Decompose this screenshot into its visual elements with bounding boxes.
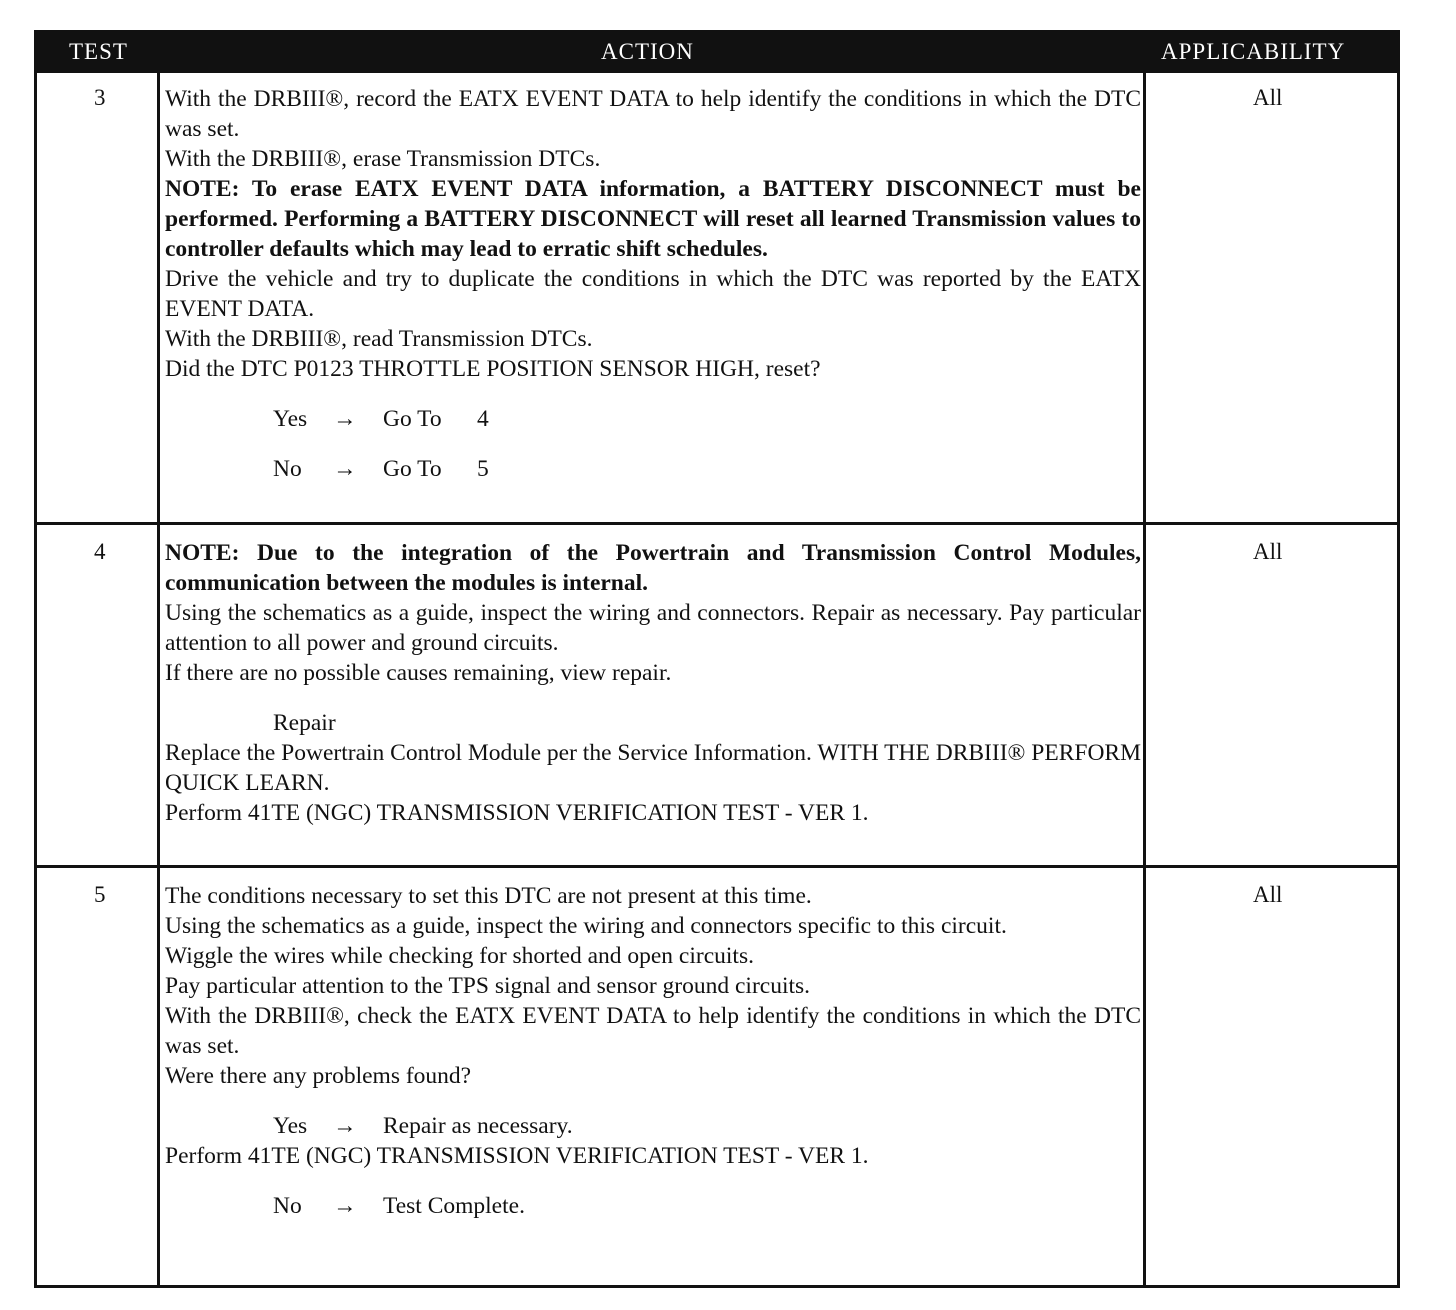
action-line: If there are no possible causes remaining, view repair. (165, 660, 672, 686)
action-line: Pay particular attention to the TPS signal and sensor ground circuits. (165, 973, 811, 999)
no-branch (165, 1191, 1141, 1221)
go-to-target: 4 (477, 406, 489, 432)
arrow-right-icon: → (333, 406, 357, 432)
applicability-value: All (1253, 85, 1283, 110)
test-number: 3 (94, 85, 106, 110)
test-number: 4 (94, 539, 106, 564)
diagnostic-test-table (34, 30, 1400, 1288)
action-line: Using the schematics as a guide, inspect the wiring and connectors specific to this circuit. (165, 913, 1007, 939)
action-line: With the DRBIII®, erase Transmission DTCs. (165, 146, 601, 172)
action-question: Did the DTC P0123 THROTTLE POSITION SENSOR HIGH, reset? (165, 356, 821, 382)
go-to-label: Go To (383, 406, 442, 432)
action-line: With the DRBIII®, read Transmission DTCs. (165, 326, 593, 352)
go-to-target: 5 (477, 456, 489, 482)
arrow-right-icon: → (333, 456, 357, 482)
row-divider-2 (37, 865, 1397, 868)
arrow-right-icon: → (333, 1193, 357, 1219)
yes-label: Yes (273, 406, 308, 432)
arrow-right-icon: → (333, 1113, 357, 1139)
applicability-value: All (1253, 539, 1283, 564)
action-cell (165, 84, 1141, 484)
action-line: Wiggle the wires while checking for shorted and open circuits. (165, 943, 754, 969)
applicability-value: All (1253, 882, 1283, 907)
action-note: NOTE: To erase EATX EVENT DATA information, a BATTERY DISCONNECT must be performed. Performing a BATTERY DISCONNECT will reset all learned Transmission values to controller defaults which may lead to erratic shift schedules. (165, 176, 1141, 262)
repair-label: Repair (273, 710, 336, 736)
action-cell (165, 538, 1141, 828)
action-question: Were there any problems found? (165, 1063, 472, 1089)
action-cell (165, 881, 1141, 1221)
test-number: 5 (94, 882, 106, 907)
action-line: Drive the vehicle and try to duplicate the conditions in which the DTC was reported by the EATX EVENT DATA. (165, 266, 1141, 322)
action-note: NOTE: Due to the integration of the Powertrain and Transmission Control Modules, communication between the modules is internal. (165, 540, 1141, 596)
action-line: With the DRBIII®, check the EATX EVENT DATA to help identify the conditions in which the DTC was set. (165, 1003, 1141, 1059)
repair-branch (165, 708, 1141, 738)
header-test: TEST (69, 39, 128, 64)
header-action: ACTION (601, 39, 694, 64)
go-to-label: Go To (383, 456, 442, 482)
row-divider-1 (37, 522, 1397, 525)
header-applicability: APPLICABILITY (1161, 39, 1346, 64)
no-result: Test Complete. (383, 1193, 525, 1219)
yes-branch (165, 1111, 1141, 1141)
action-line: With the DRBIII®, record the EATX EVENT DATA to help identify the conditions in which the DTC was set. (165, 86, 1141, 142)
action-line: The conditions necessary to set this DTC are not present at this time. (165, 883, 812, 909)
no-branch (165, 454, 1141, 484)
yes-result-verification: Perform 41TE (NGC) TRANSMISSION VERIFICATION TEST - VER 1. (165, 1143, 869, 1169)
table-header (37, 33, 1397, 73)
repair-verification: Perform 41TE (NGC) TRANSMISSION VERIFICATION TEST - VER 1. (165, 800, 869, 826)
repair-instruction: Replace the Powertrain Control Module per the Service Information. WITH THE DRBIII® PERFORM QUICK LEARN. (165, 740, 1141, 796)
column-divider-test (157, 33, 160, 1285)
yes-label: Yes (273, 1113, 308, 1139)
no-label: No (273, 1193, 302, 1219)
yes-branch (165, 404, 1141, 434)
action-line: Using the schematics as a guide, inspect the wiring and connectors. Repair as necessary. Pay particular attention to all power and ground circuits. (165, 600, 1141, 656)
column-divider-action (1143, 33, 1146, 1285)
yes-result: Repair as necessary. (383, 1113, 573, 1139)
no-label: No (273, 456, 302, 482)
